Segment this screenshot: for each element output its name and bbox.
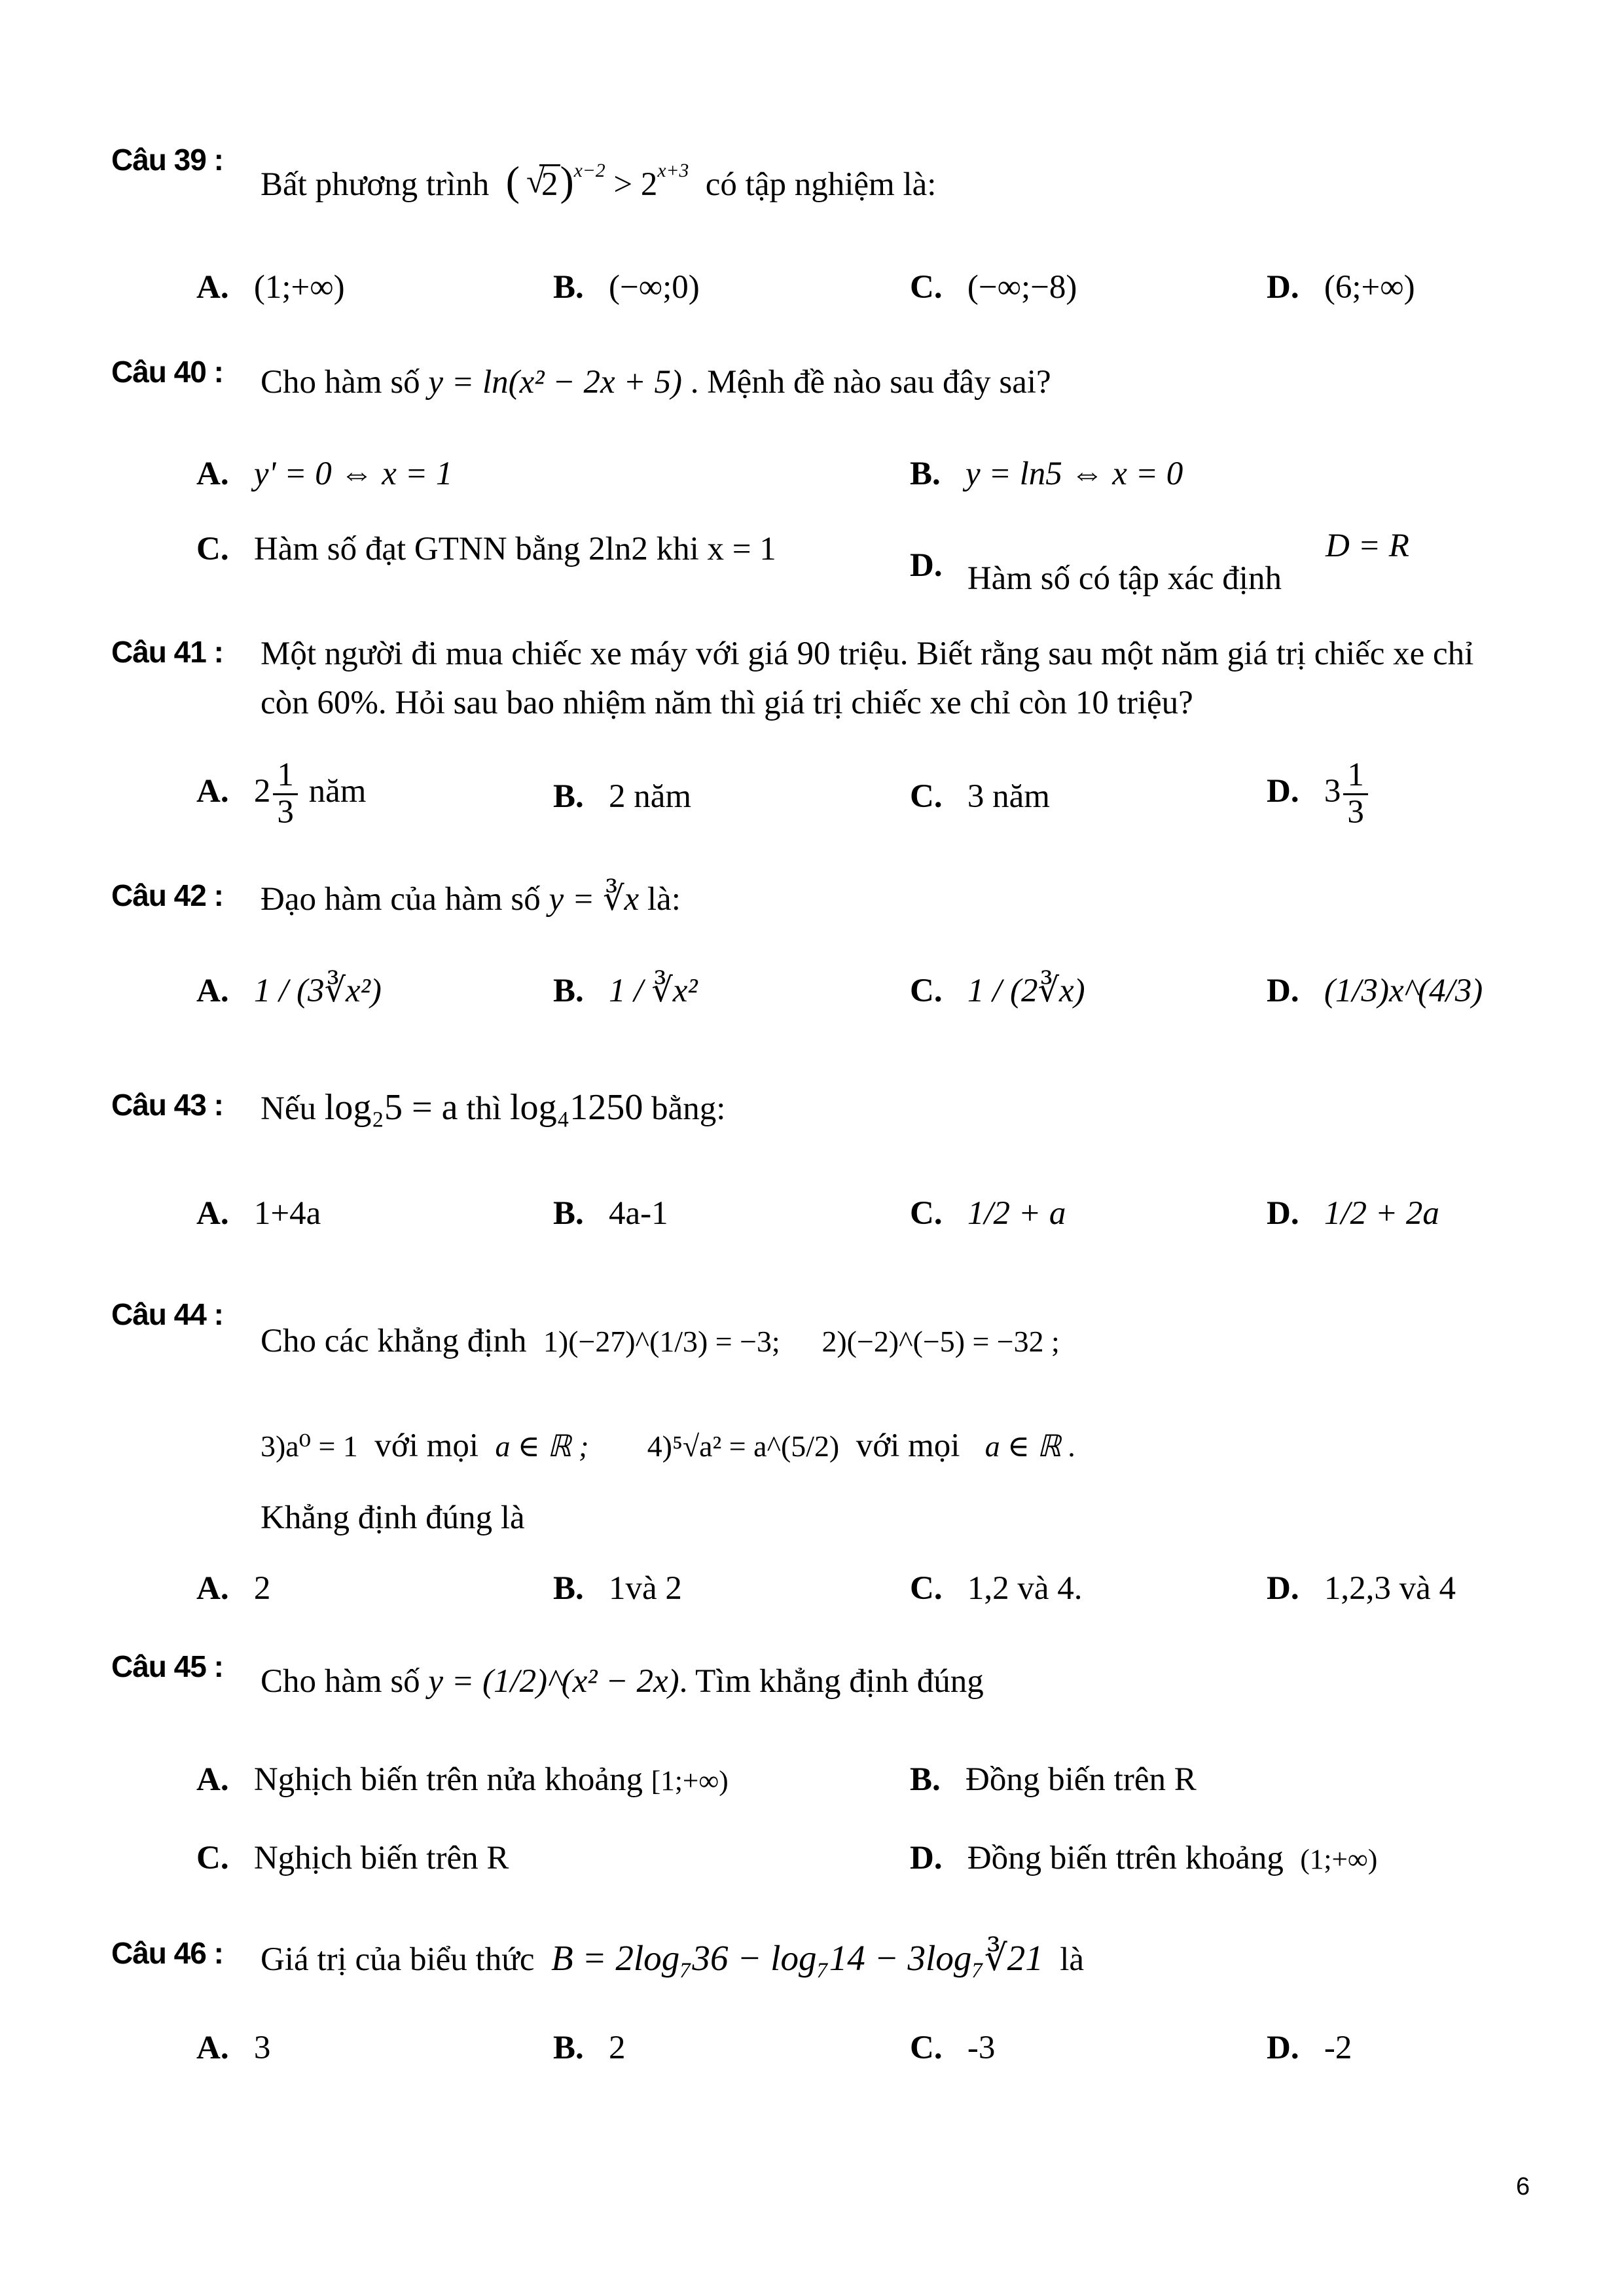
option-46-c[interactable] — [910, 2029, 995, 2068]
question-43-label: Câu 43 : — [111, 1088, 223, 1122]
option-text: (1/3)x^(4/3) — [1324, 973, 1483, 1009]
option-45-b[interactable] — [910, 1761, 1197, 1799]
option-40-a[interactable] — [196, 455, 452, 493]
option-letter: D. — [910, 1840, 943, 1876]
question-41-stem-line2: còn 60%. Hỏi sau bao nhiệm năm thì giá trị chiếc xe chỉ còn 10 triệu? — [261, 685, 1193, 721]
option-40-c[interactable] — [196, 530, 776, 569]
option-42-d[interactable] — [1267, 972, 1483, 1011]
question-40-stem — [261, 363, 1051, 402]
question-42-label: Câu 42 : — [111, 878, 223, 912]
option-interval: (1;+∞) — [1300, 1844, 1378, 1875]
option-letter: D. — [1267, 269, 1299, 306]
option-44-c[interactable] — [910, 1570, 1082, 1608]
option-45-d[interactable] — [910, 1839, 1377, 1878]
option-44-d[interactable] — [1267, 1570, 1456, 1608]
option-text: 2 — [609, 2030, 626, 2066]
fraction: $\frac{1}{3}$ — [273, 758, 298, 830]
option-41-b[interactable] — [553, 778, 691, 816]
question-41-stem-line1: Một người đi mua chiếc xe máy với giá 90 triệu. Biết rằng sau một năm giá trị chiếc xe chỉ — [261, 636, 1474, 672]
option-40-b[interactable] — [910, 455, 1183, 493]
option-39-a[interactable] — [196, 268, 345, 307]
question-44-prompt: Khẳng định đúng là — [261, 1499, 525, 1536]
question-43-formula-1: log₂5 = a — [324, 1087, 458, 1128]
option-letter: A. — [196, 456, 229, 492]
statement-4-set: a ∈ ℝ . — [984, 1429, 1076, 1463]
option-letter: A. — [196, 2030, 229, 2066]
question-45-formula: y = (1/2)^(x² − 2x) — [428, 1663, 679, 1700]
question-46-formula: B = 2log₇36 − log₇14 − 3log₇∛21 — [550, 1938, 1043, 1978]
option-letter: C. — [910, 269, 943, 306]
question-44-statements — [261, 1427, 1076, 1465]
stem-text: với mọi — [856, 1427, 960, 1464]
statement-2: 2)(−2)^(−5) = −32 ; — [821, 1325, 1060, 1358]
question-39-stem — [261, 157, 936, 205]
option-text: 1 / (2∛x) — [967, 973, 1085, 1009]
question-42-formula: y = ∛x — [549, 881, 640, 918]
option-45-a[interactable] — [196, 1761, 729, 1799]
option-letter: A. — [196, 1761, 229, 1798]
option-40-d-domain: D = R — [1326, 528, 1409, 564]
option-letter: A. — [196, 1570, 229, 1607]
option-letter: D. — [1267, 1195, 1299, 1232]
option-letter: B. — [553, 973, 584, 1009]
stem-text: Bất phương trình — [261, 166, 490, 203]
question-40-formula: y = ln(x² − 2x + 5) — [428, 364, 683, 401]
option-text: Nghịch biến trên R — [253, 1840, 509, 1876]
option-41-a[interactable] — [196, 758, 366, 830]
option-43-a[interactable] — [196, 1194, 321, 1233]
stem-text: Nếu — [261, 1090, 316, 1127]
option-letter: D. — [910, 547, 943, 584]
option-39-b[interactable] — [553, 268, 700, 307]
option-letter: D. — [1267, 1570, 1299, 1607]
option-text: y = ln5 ⇔ x = 0 — [965, 456, 1183, 492]
option-letter: A. — [196, 1195, 229, 1232]
option-text: 2 — [253, 1570, 271, 1607]
option-text: Hàm số có tập xác định — [967, 560, 1282, 597]
option-43-b[interactable] — [553, 1194, 668, 1233]
option-letter: C. — [910, 2030, 943, 2066]
option-text: 3 — [253, 2030, 271, 2066]
option-letter: C. — [196, 531, 229, 567]
option-text: 1 / ∛x² — [609, 973, 698, 1009]
mixed-whole: 2 — [253, 772, 271, 810]
question-43-formula-2: log₄1250 — [509, 1087, 643, 1128]
option-letter: C. — [910, 1195, 943, 1232]
question-46-label: Câu 46 : — [111, 1936, 223, 1970]
option-letter: B. — [910, 456, 941, 492]
option-46-a[interactable] — [196, 2029, 270, 2068]
option-letter: D. — [1267, 2030, 1299, 2066]
option-letter: D. — [1267, 772, 1299, 810]
option-text: (−∞;−8) — [967, 269, 1077, 306]
option-letter: B. — [553, 2030, 584, 2066]
stem-text: Cho hàm số — [261, 1663, 420, 1700]
stem-text: Đạo hàm của hàm số — [261, 881, 541, 918]
option-text: 1 / (3∛x²) — [253, 973, 382, 1009]
option-text: 1,2,3 và 4 — [1324, 1570, 1456, 1607]
question-39-formula-render: ( √ $2)^{x-2} > 2^{x+3}$ — [505, 158, 689, 204]
stem-text: Cho hàm số — [261, 364, 420, 401]
stem-text: thì — [466, 1090, 502, 1127]
option-42-c[interactable] — [910, 972, 1085, 1011]
option-text: 1+4a — [253, 1195, 321, 1232]
option-letter: B. — [910, 1761, 941, 1798]
mixed-whole: 3 — [1324, 772, 1341, 810]
option-46-d[interactable] — [1267, 2029, 1352, 2068]
option-40-d[interactable] — [910, 547, 1282, 597]
question-46-stem — [261, 1937, 1084, 1979]
option-39-c[interactable] — [910, 268, 1077, 307]
option-text: 1/2 + a — [967, 1195, 1066, 1232]
stem-text: Giá trị của biểu thức — [261, 1941, 535, 1978]
option-text: (1;+∞) — [253, 269, 345, 306]
option-text: Hàm số đạt GTNN bằng 2ln2 khi x = 1 — [253, 531, 776, 567]
statement-3: 3)a⁰ = 1 — [261, 1429, 358, 1463]
option-letter: C. — [910, 1570, 943, 1607]
stem-text: là: — [647, 881, 681, 918]
option-46-b[interactable] — [553, 2029, 626, 2068]
option-42-b[interactable] — [553, 972, 698, 1011]
stem-text: là — [1060, 1941, 1085, 1978]
question-42-stem — [261, 880, 681, 919]
option-text: (−∞;0) — [609, 269, 700, 306]
option-letter: D. — [1267, 973, 1299, 1009]
option-43-c[interactable] — [910, 1194, 1066, 1233]
statement-4: 4)⁵√a² = a^(5/2) — [647, 1429, 840, 1463]
stem-text: bằng: — [651, 1090, 726, 1127]
option-letter: B. — [553, 1195, 584, 1232]
option-text: -3 — [967, 2030, 996, 2066]
option-39-d[interactable] — [1267, 268, 1415, 307]
question-45-label: Câu 45 : — [111, 1649, 223, 1683]
option-letter: B. — [553, 269, 584, 306]
option-43-d[interactable] — [1267, 1194, 1439, 1233]
question-44-label: Câu 44 : — [111, 1297, 223, 1331]
option-41-d[interactable] — [1267, 758, 1371, 830]
question-45-stem — [261, 1662, 984, 1701]
stem-text: . Tìm khẳng định đúng — [679, 1663, 984, 1700]
option-letter: A. — [196, 772, 229, 810]
option-text: 1/2 + 2a — [1324, 1195, 1439, 1232]
option-letter: C. — [910, 778, 943, 815]
option-text: (6;+∞) — [1324, 269, 1415, 306]
question-41-label: Câu 41 : — [111, 635, 223, 669]
option-text: 1,2 và 4. — [967, 1570, 1083, 1607]
option-text: -2 — [1324, 2030, 1352, 2066]
option-unit: năm — [308, 772, 367, 810]
option-text: Nghịch biến trên nửa khoảng — [253, 1761, 643, 1798]
option-text: 3 năm — [967, 778, 1050, 815]
option-letter: A. — [196, 269, 229, 306]
fraction: $\frac{1}{3}$ — [1343, 758, 1368, 830]
option-42-a[interactable] — [196, 972, 382, 1011]
option-41-c[interactable] — [910, 778, 1050, 816]
statement-1: 1)(−27)^(1/3) = −3; — [543, 1325, 780, 1358]
stem-text: . Mệnh đề nào sau đây sai? — [690, 364, 1051, 401]
option-letter: A. — [196, 973, 229, 1009]
option-text: 2 năm — [609, 778, 692, 815]
option-letter: C. — [910, 973, 943, 1009]
page-number: 6 — [1516, 2173, 1530, 2200]
stem-text: có tập nghiệm là: — [705, 166, 937, 203]
question-39-label: Câu 39 : — [111, 143, 223, 177]
option-letter: B. — [553, 778, 584, 815]
question-44-stem — [261, 1322, 1060, 1361]
stem-text: với mọi — [374, 1427, 478, 1464]
option-letter: B. — [553, 1570, 584, 1607]
option-44-b[interactable] — [553, 1570, 682, 1608]
option-text: Đồng biến ttrên khoảng — [967, 1840, 1284, 1876]
option-text: Đồng biến trên R — [965, 1761, 1197, 1798]
option-text: y' = 0 ⇔ x = 1 — [253, 456, 453, 492]
question-40-label: Câu 40 : — [111, 355, 223, 389]
option-interval: [1;+∞) — [651, 1765, 729, 1797]
statement-3-set: a ∈ ℝ ; — [495, 1429, 589, 1463]
option-text: 4a-1 — [609, 1195, 668, 1232]
option-text: 1và 2 — [609, 1570, 682, 1607]
option-45-c[interactable] — [196, 1839, 509, 1878]
stem-text: Cho các khẳng định — [261, 1323, 527, 1359]
question-43-stem — [261, 1086, 725, 1129]
option-letter: C. — [196, 1840, 229, 1876]
option-44-a[interactable] — [196, 1570, 270, 1608]
